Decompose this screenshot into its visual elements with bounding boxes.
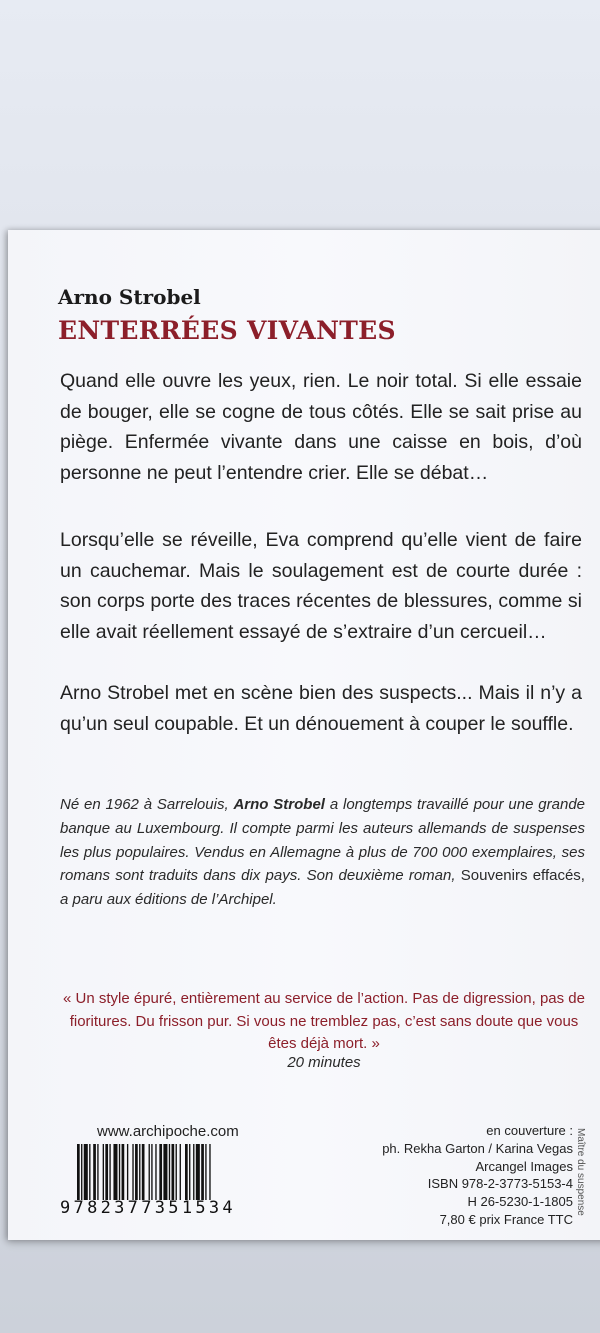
barcode-bar (84, 1144, 88, 1200)
barcode-bar (109, 1144, 110, 1200)
barcode-bar (155, 1144, 156, 1200)
credits-code: H 26-5230-1-1805 (467, 1194, 573, 1210)
barcode-bar (159, 1144, 162, 1200)
barcode-bar (169, 1144, 170, 1200)
spine-text: Maître du suspense (575, 1128, 586, 1216)
barcode-bar (105, 1144, 108, 1200)
barcode-bar (180, 1144, 181, 1200)
press-quote: « Un style épuré, entièrement au service de l’action. Pas de digression, pas de fioritures. Du frisson pur. Si vous ne tremblez pas, c’est sans doute que vous êtes déjà mort. » (63, 990, 585, 1052)
barcode-bar (209, 1144, 210, 1200)
barcode-bar (149, 1144, 150, 1200)
barcode-bar (113, 1144, 117, 1200)
author-bio (60, 793, 585, 912)
barcode-bar (119, 1144, 120, 1200)
barcode-bar (103, 1144, 104, 1200)
credits-isbn: ISBN 978-2-3773-5153-4 (427, 1176, 573, 1192)
barcode-bar (122, 1144, 125, 1200)
bio-book-title: Souvenirs effacés, (460, 867, 585, 885)
barcode-bar (139, 1144, 140, 1200)
bio-author-name: Arno Strobel (233, 796, 325, 813)
barcode-bar (89, 1144, 90, 1200)
author-name: Arno Strobel (58, 285, 201, 309)
bio-text-2: a longtemps travaillé pour une grande banque au Luxembourg. Il compte parmi les auteurs allemands de suspenses les plus populaires. Vendus en Allemagne à plus de 700 000 exemplaires, ses romans sont traduits dans dix pays. Son deuxième roman, (60, 796, 586, 885)
barcode-bar (151, 1144, 152, 1200)
barcode-bar (185, 1144, 188, 1200)
blurb-paragraph-2: Lorsqu’elle se réveille, Eva comprend qu’elle vient de faire un cauchemar. Mais le soulagement est de courte durée : son corps porte des traces récentes de blessures, comme si elle avait réellement essayé de s’extraire d’un cercueil… (60, 529, 582, 643)
barcode-bar (127, 1144, 128, 1200)
press-quote-source: 20 minutes (287, 1054, 361, 1071)
credits-line-1: en couverture : (486, 1123, 573, 1138)
barcode-bar (176, 1144, 177, 1200)
barcode-bar (201, 1144, 204, 1200)
credits-line-2: ph. Rekha Garton / Karina Vegas (382, 1140, 573, 1156)
barcode-bar (172, 1144, 175, 1200)
credits-line-3: Arcangel Images (475, 1158, 573, 1174)
blurb-paragraph-1: Quand elle ouvre les yeux, rien. Le noir total. Si elle essaie de bouger, elle se cogne de tous côtés. Elle se sait prise au piège. Enfermée vivante dans une caisse en bois, d’où personne ne peut l’entendre crier. Elle se débat… (60, 370, 582, 484)
barcode-bar (77, 1144, 80, 1200)
bio-text-1: Né en 1962 à Sarrelouis, (60, 796, 234, 813)
cover-credits (382, 1122, 573, 1229)
blurb-paragraph-3: Arno Strobel met en scène bien des suspects... Mais il n’y a qu’un seul coupable. Et un dénouement à couper le souffle. (60, 682, 582, 735)
barcode-digits: 9782377351534 (60, 1198, 236, 1218)
barcode-bar (163, 1144, 167, 1200)
bio-text-3: a paru aux éditions de l’Archipel. (60, 891, 277, 909)
barcode-bar (97, 1144, 98, 1200)
barcode-bar (135, 1144, 138, 1200)
book-title: ENTERRÉES VIVANTES (58, 316, 396, 345)
barcode-bar (189, 1144, 190, 1200)
barcode-bar (93, 1144, 96, 1200)
credits-price: 7,80 € prix France TTC (439, 1211, 573, 1227)
publisher-website: www.archipoche.com (97, 1123, 239, 1140)
barcode-bar (132, 1144, 133, 1200)
barcode-bar (205, 1144, 206, 1200)
barcode-bar (142, 1144, 145, 1200)
barcode-bar (81, 1144, 82, 1200)
barcode-bar (196, 1144, 200, 1200)
isbn-barcode (77, 1144, 259, 1200)
barcode-bar (193, 1144, 194, 1200)
